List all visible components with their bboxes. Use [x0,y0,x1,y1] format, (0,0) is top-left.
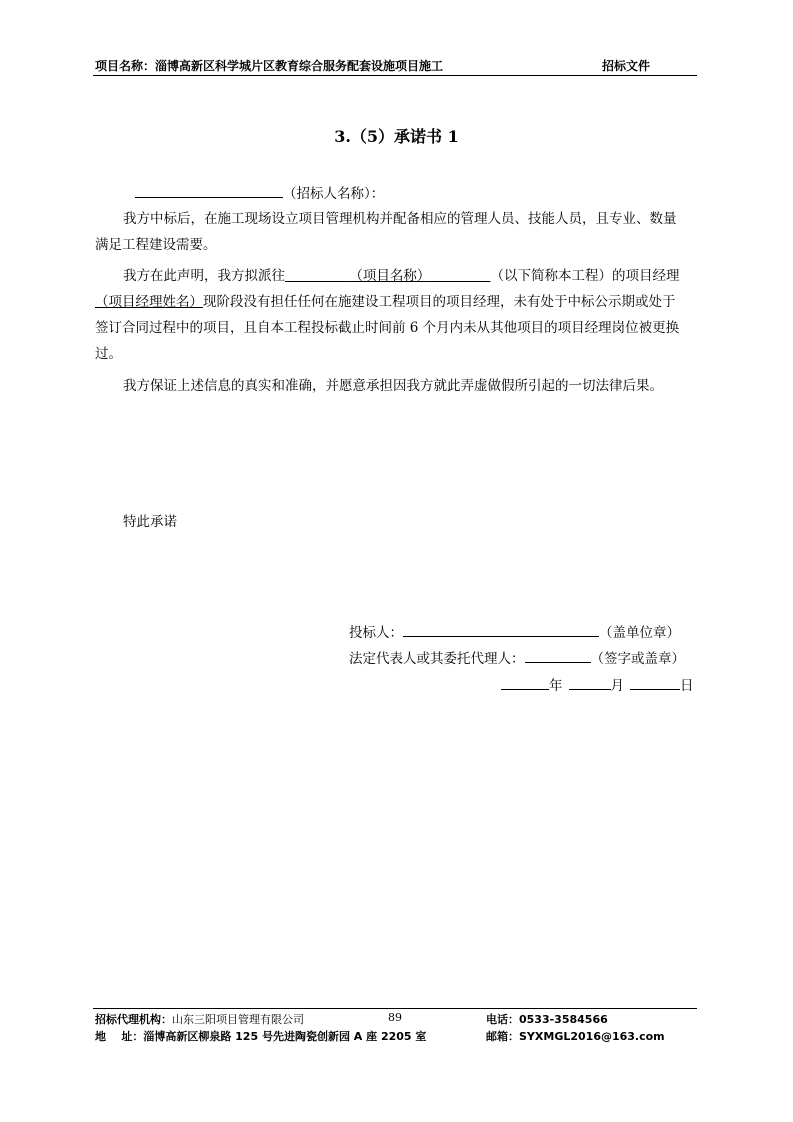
header-doc-type: 招标文件 [602,59,651,73]
header-rule [93,75,697,76]
project-name-placeholder: （项目名称） [349,268,431,284]
bidder-line [349,619,680,646]
page-title: 3.（5）承诺书 1 [334,127,459,146]
page-number: 89 [388,1011,402,1024]
year-label: 年 [549,678,563,694]
date-line [501,672,694,699]
tenderer-name-blank[interactable] [135,180,283,198]
footer-email: 邮箱：SYXMGL2016@163.com [486,1030,665,1043]
bidder-label: 投标人： [349,625,403,641]
legal-rep-note: （签字或盖章） [590,651,685,667]
footer-phone: 电话：0533-3584566 [486,1013,608,1026]
month-blank[interactable] [569,672,611,690]
day-label: 日 [680,678,694,694]
para2-after-project: （以下简称本工程）的项目经理 [490,268,680,284]
legal-rep-line [349,645,685,672]
addressee-suffix: （招标人名称）： [283,186,385,202]
legal-rep-signature-blank[interactable] [525,645,591,663]
paragraph-2-line-4: 过。 [95,346,122,362]
footer-agency [95,1011,304,1027]
paragraph-2-line-2 [95,289,676,315]
footer-address: 淄博高新区柳泉路 125 号先进陶瓷创新园 A 座 2205 室 [143,1030,427,1043]
footer-rule [93,1008,697,1009]
closing-statement: 特此承诺 [123,514,177,530]
header-project-name: 项目名称：淄博高新区科学城片区教育综合服务配套设施项目施工 [95,59,444,73]
paragraph-1-line-1: 我方中标后，在施工现场设立项目管理机构并配备相应的管理人员、技能人员，且专业、数量 [123,211,677,227]
legal-rep-label: 法定代表人或其委托代理人： [349,651,525,667]
manager-name-placeholder[interactable]: （项目经理姓名） [95,294,203,310]
footer-agency-label: 招标代理机构： [95,1013,172,1026]
para2-prefix: 我方在此声明，我方拟派往 [123,268,285,284]
paragraph-2-line-1 [123,263,679,289]
day-blank[interactable] [630,672,680,690]
bidder-signature-blank[interactable] [403,619,599,637]
footer-address-line [95,1028,426,1044]
bidder-note: （盖单位章） [599,625,680,641]
year-blank[interactable] [501,672,549,690]
paragraph-3: 我方保证上述信息的真实和准确，并愿意承担因我方就此弄虚做假所引起的一切法律后果。 [123,378,663,394]
para2-line2-rest: 现阶段没有担任任何在施建设工程项目的项目经理，未有处于中标公示期或处于 [203,294,676,310]
footer-address-label: 地 址： [95,1030,144,1043]
month-label: 月 [610,678,624,694]
project-name-blank[interactable] [285,268,490,284]
paragraph-1-line-2: 满足工程建设需要。 [95,237,217,253]
addressee-line [135,180,384,207]
paragraph-2-line-3: 签订合同过程中的项目，且自本工程投标截止时间前 6 个月内未从其他项目的项目经理岗位被更换 [95,320,680,336]
footer-agency-name: 山东三阳项目管理有限公司 [172,1013,304,1026]
